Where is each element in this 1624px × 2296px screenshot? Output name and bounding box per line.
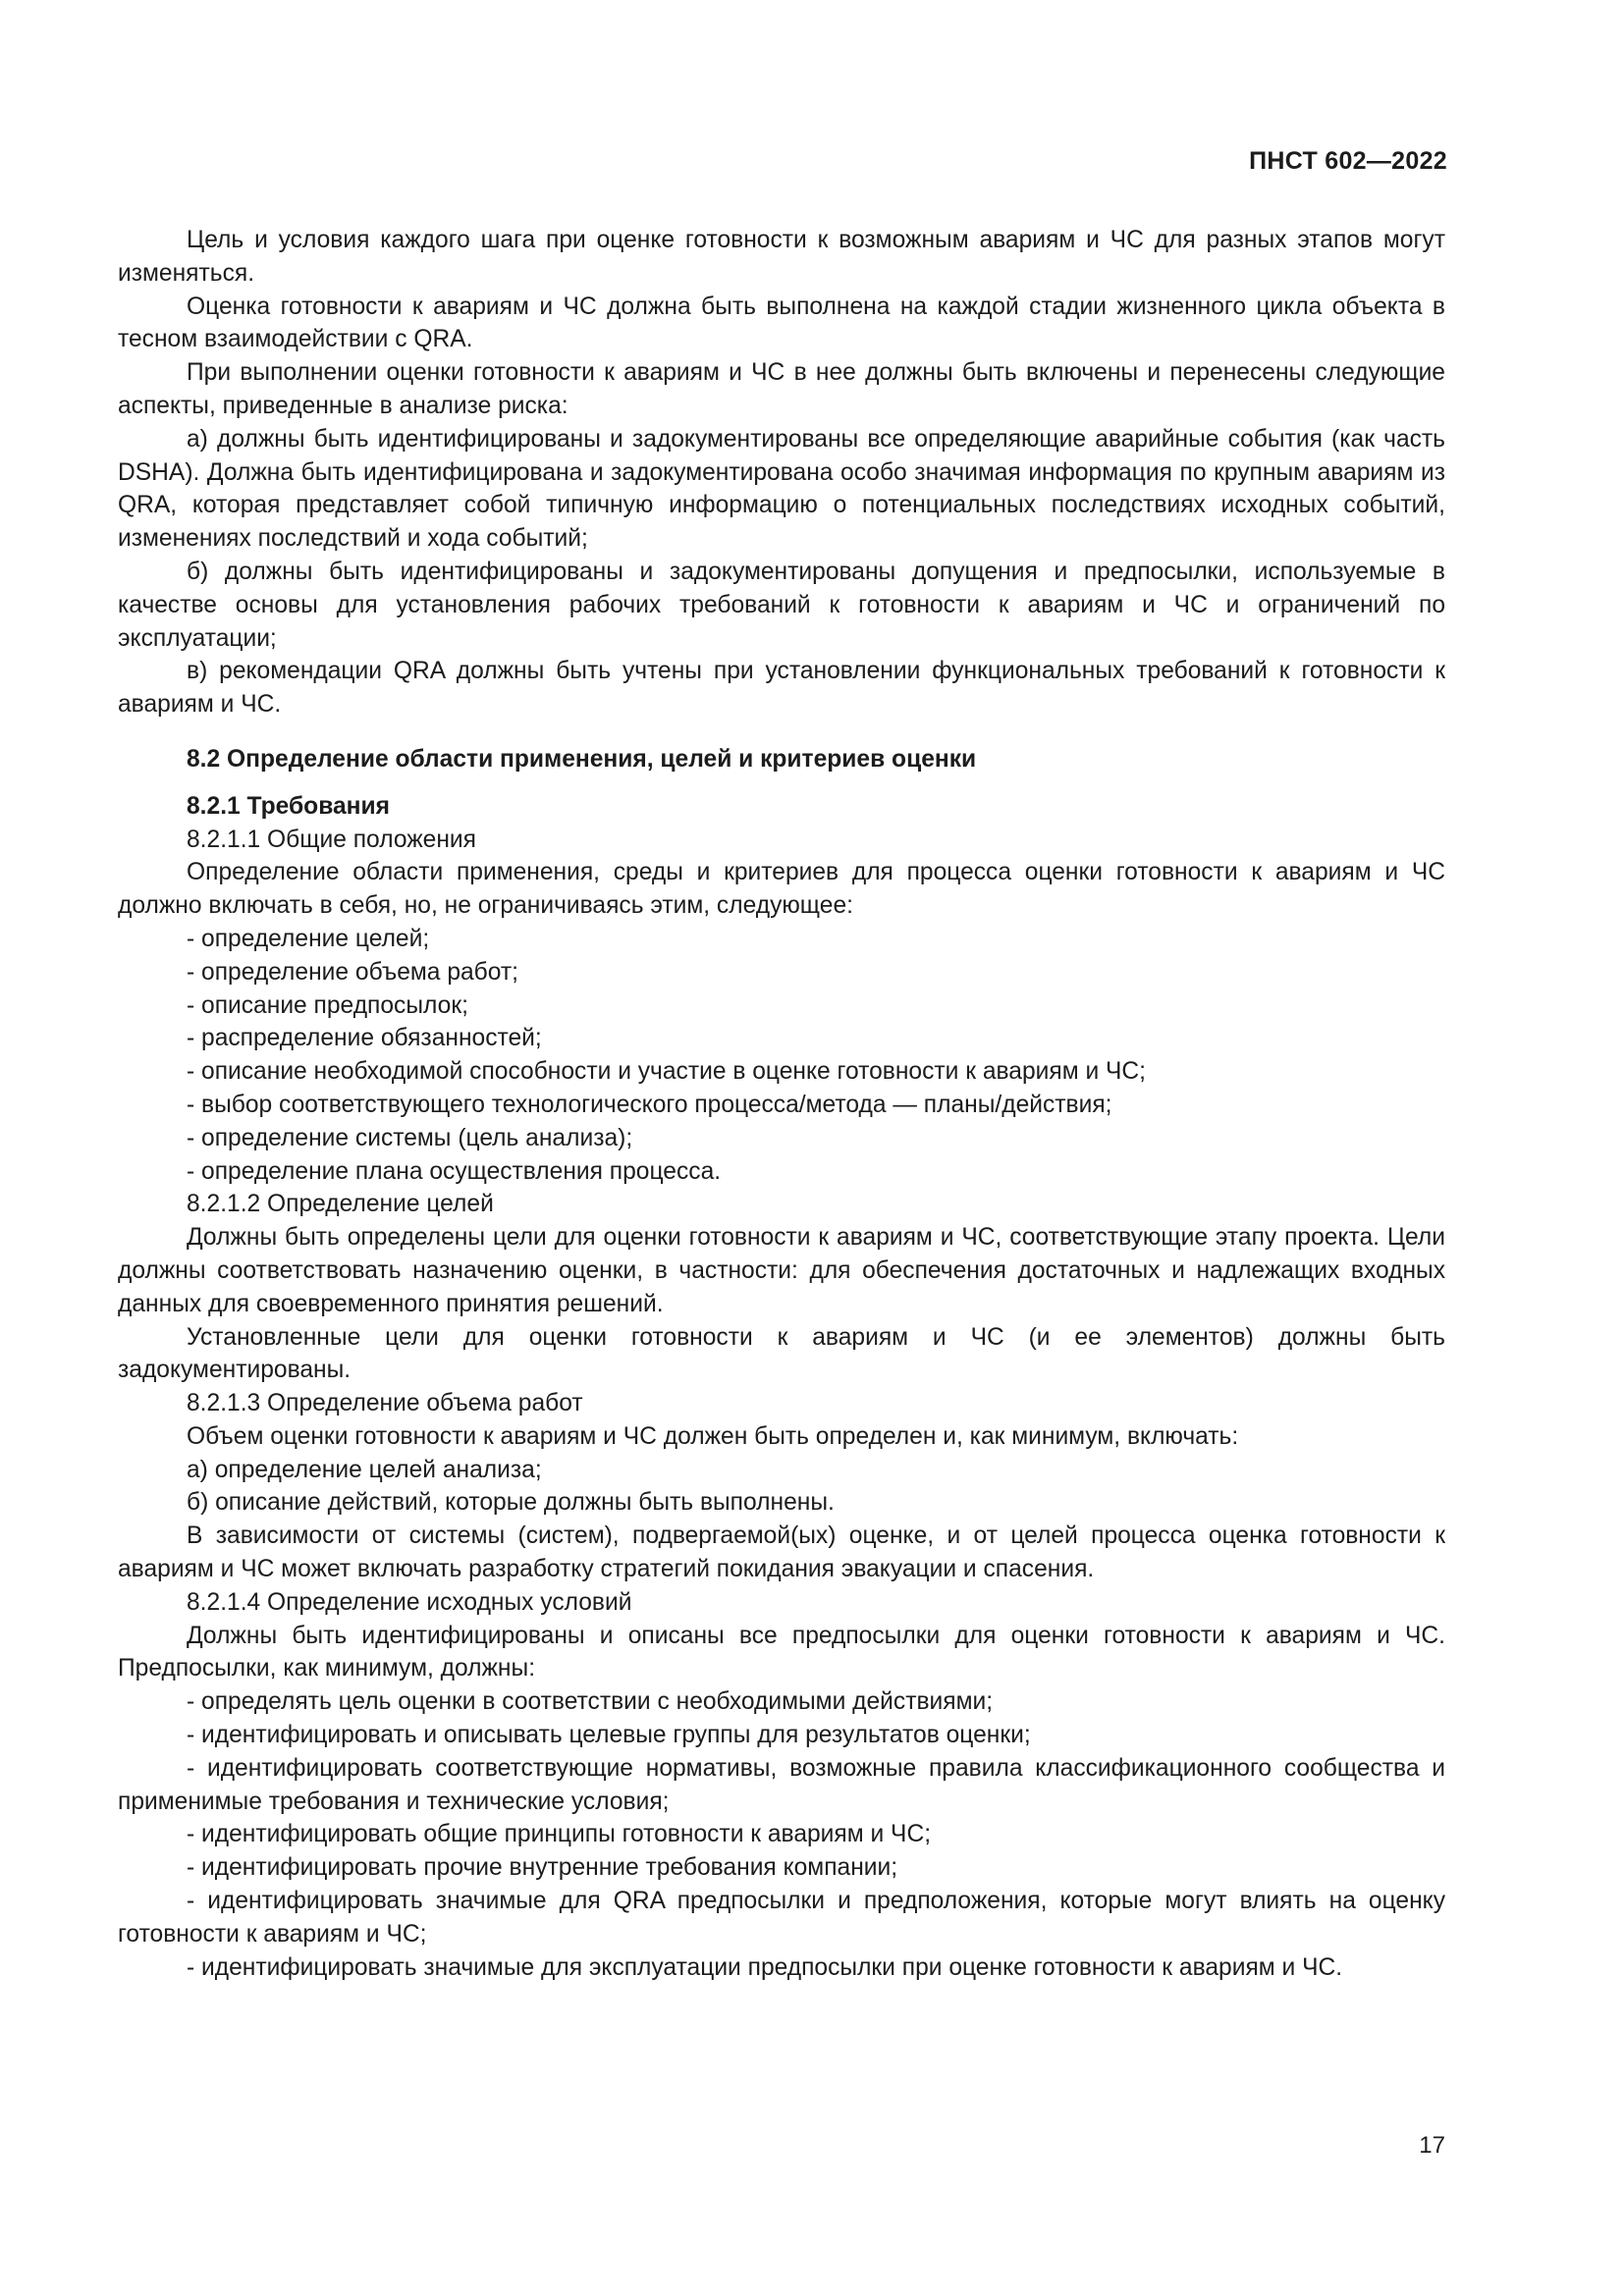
clause-title: 8.2.1.3 Определение объема работ [187,1390,583,1417]
paragraph: Оценка готовности к авариям и ЧС должна быть выполнена на каждой стадии жизненного цикла объекта в тесном взаимодействии с QRA. [118,293,1445,353]
list-item: - идентифицировать значимые для эксплуатации предпосылки при оценке готовности к авариям и ЧС. [187,1953,1343,1981]
subsection-heading: 8.2.1 Требования [187,792,391,820]
list-item: - описание предпосылок; [187,991,468,1019]
section-heading: 8.2 Определение области применения, целей и критериев оценки [187,745,977,773]
list-item: - определять цель оценки в соответствии с необходимыми действиями; [187,1688,994,1716]
list-item: б) должны быть идентифицированы и задокументированы допущения и предпосылки, используемые в качестве основы для установления рабочих требований к готовности к авариям и ЧС и ограничений по эксплуатации; [118,558,1445,652]
list-item: - идентифицировать общие принципы готовности к авариям и ЧС; [187,1821,932,1848]
list-item: в) рекомендации QRA должны быть учтены при установлении функциональных требований к готовности к авариям и ЧС. [118,658,1445,719]
list-item: - определение плана осуществления процесса. [187,1157,722,1185]
paragraph: Цель и условия каждого шага при оценке готовности к возможным авариям и ЧС для разных этапов могут изменяться. [118,227,1445,287]
list-item: б) описание действий, которые должны быть выполнены. [187,1489,835,1517]
paragraph: При выполнении оценки готовности к авариям и ЧС в нее должны быть включены и перенесены следующие аспекты, приведенные в анализе риска: [118,359,1445,419]
list-item: - определение объема работ; [187,958,518,986]
paragraph: Должны быть идентифицированы и описаны все предпосылки для оценки готовности к авариям и ЧС. Предпосылки, как минимум, должны: [118,1622,1445,1682]
list-item: - выбор соответствующего технологического процесса/метода — планы/действия; [187,1091,1112,1118]
list-item: - определение системы (цель анализа); [187,1124,633,1151]
list-item: - идентифицировать прочие внутренние требования компании; [187,1854,898,1882]
paragraph: В зависимости от системы (систем), подвергаемой(ых) оценке, и от целей процесса оценка готовности к авариям и ЧС может включать разработку стратегий покидания эвакуации и спасения. [118,1522,1445,1583]
list-item: а) должны быть идентифицированы и задокументированы все определяющие аварийные события (как часть DSHA). Должна быть идентифицирована и задокументирована особо значимая информация по крупным авариям из QRA, которая представляет собой типичную информацию о потенциальных последствиях исходных событий, изменениях последствий и хода событий; [118,425,1445,553]
page-number: 17 [1419,2132,1445,2159]
page-content [118,224,1445,1984]
list-item: - распределение обязанностей; [187,1025,542,1052]
list-item: - идентифицировать значимые для QRA предпосылки и предположения, которые могут влиять на оценку готовности к авариям и ЧС; [118,1888,1445,1948]
paragraph: Установленные цели для оценки готовности к авариям и ЧС (и ее элементов) должны быть задокументированы. [118,1323,1445,1384]
clause-title: 8.2.1.1 Общие положения [187,826,476,853]
list-item: - идентифицировать и описывать целевые группы для результатов оценки; [187,1722,1031,1749]
list-item: - идентифицировать соответствующие нормативы, возможные правила классификационного сообщества и применимые требования и технические условия; [118,1754,1445,1815]
document-code: ПНСТ 602—2022 [1249,147,1447,175]
paragraph: Должны быть определены цели для оценки готовности к авариям и ЧС, соответствующие этапу проекта. Цели должны соответствовать назначению оценки, в частности: для обеспечения достаточных и надлежащих входных данных для своевременного принятия решений. [118,1224,1445,1317]
clause-title: 8.2.1.4 Определение исходных условий [187,1588,632,1616]
clause-title: 8.2.1.2 Определение целей [187,1191,494,1218]
paragraph: Определение области применения, среды и критериев для процесса оценки готовности к авариям и ЧС должно включать в себя, но, не ограничиваясь этим, следующее: [118,859,1445,920]
list-item: а) определение целей анализа; [187,1456,542,1483]
list-item: - описание необходимой способности и участие в оценке готовности к авариям и ЧС; [187,1058,1147,1086]
list-item: - определение целей; [187,925,430,952]
paragraph: Объем оценки готовности к авариям и ЧС должен быть определен и, как минимум, включать: [187,1422,1239,1450]
